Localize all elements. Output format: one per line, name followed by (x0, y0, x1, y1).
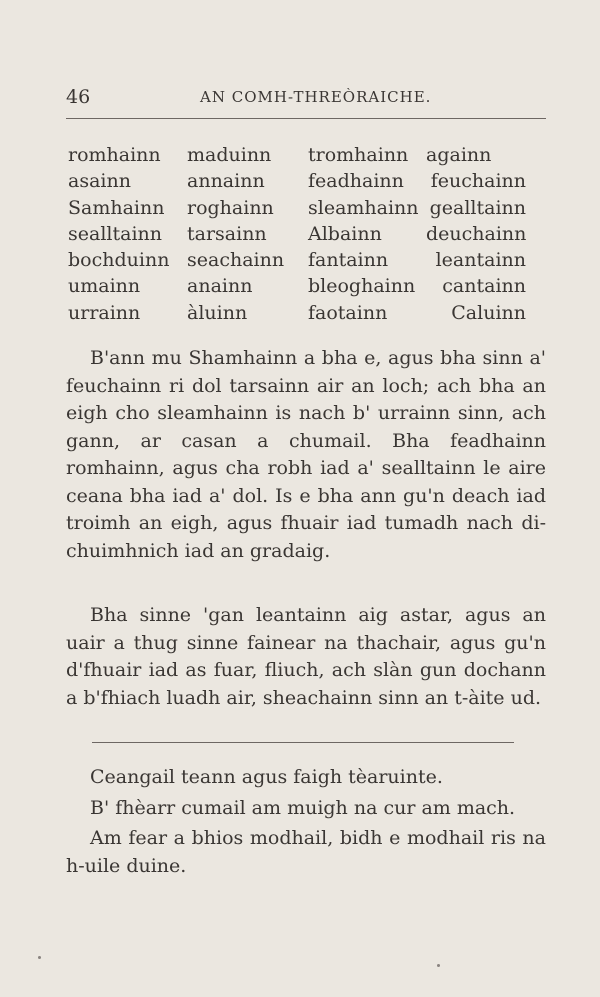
word: urrainn (68, 301, 141, 324)
word-list (68, 142, 548, 332)
word-column-4 (426, 142, 526, 326)
word: Samhainn (68, 196, 165, 219)
word: seachainn (187, 249, 285, 272)
word-column-3 (308, 142, 419, 326)
header-rule (66, 118, 546, 119)
word: Albainn (308, 222, 382, 245)
word: asainn (68, 170, 131, 193)
word: romhainn (68, 144, 161, 166)
paragraph-1: B'ann mu Shamhainn a bha e, agus bha sinn a' feuchainn ri dol tarsainn air an loch; ach bha an eigh cho sleamhainn is nach b' urrainn sinn, ach gann, ar casan a chumail. Bha feadhainn romhainn, agus cha robh iad a' sealltainn le aire ceana bha iad a' dol. Is e bha ann gu'n deach iad troimh an eigh, agus fhuair iad tumadh nach di-chuimhnich iad an gradaig. (66, 347, 546, 562)
word: anainn (187, 275, 253, 298)
word: tarsainn (187, 222, 267, 245)
paper-speck (437, 964, 440, 967)
word: bochduinn (68, 249, 170, 272)
running-title: AN COMH-THREÒRAICHE. (200, 88, 432, 106)
word: leantainn (435, 249, 526, 272)
proverb: Ceangail teann agus faigh tèaruinte. (90, 766, 443, 788)
word: umainn (68, 275, 141, 298)
word: sealltainn (68, 222, 162, 245)
word: fantainn (308, 249, 389, 272)
word-column-2 (187, 142, 284, 326)
paragraph-2: Bha sinne 'gan leantainn aig astar, agus an uair a thug sinne fainear na thachair, agus gu'n d'fhuair iad as fuar, fliuch, ach slàn gun dochann a b'fhiach luadh air, sheachainn sinn an t-àite ud. (66, 604, 546, 709)
word: faotainn (308, 301, 388, 324)
page-header (66, 86, 546, 110)
word: roghainn (187, 196, 274, 219)
proverbs (66, 764, 546, 883)
word: tromhainn (308, 144, 409, 166)
proverb: B' fhèarr cumail am muigh na cur am mach. (90, 796, 516, 819)
word: againn (426, 144, 492, 166)
word: cantainn (442, 275, 526, 298)
section-divider (92, 742, 514, 743)
word: àluinn (187, 301, 248, 324)
word: annainn (187, 170, 265, 193)
word: bleoghainn (308, 275, 416, 298)
proverb: Am fear a bhios modhail, bidh e modhail ris na h-uile duine. (66, 827, 546, 877)
page-number: 46 (66, 86, 91, 108)
word: maduinn (187, 144, 272, 166)
word: sleamhainn (308, 196, 419, 219)
word-column-1 (68, 142, 169, 326)
word: Caluinn (451, 301, 526, 324)
word: feadhainn (308, 170, 404, 193)
word: feuchainn (430, 170, 526, 193)
paper-speck (38, 956, 41, 959)
word: deuchainn (426, 222, 527, 245)
word: gealltainn (429, 196, 526, 219)
